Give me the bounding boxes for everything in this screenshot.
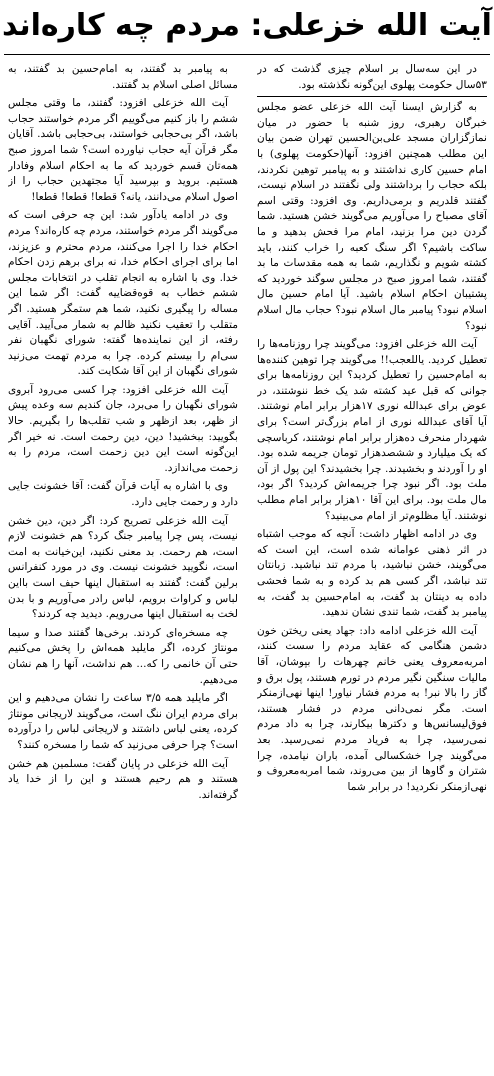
paragraph: آیت الله خزعلی افزود: می‌گویند چرا روزنامه‌ها را تعطیل کردید. یاللعجب!! می‌گویند چرا توهین کننده‌ها به امام‌حسین را تعطیل کردید؟ این روزنامه‌ها برای جوانی که قبل عید کشته شد یک خط ننوشتند، در عوض برای عبدالله نوری ۱۷هزار برابر امام نوشتند. آیا آقای عبدالله نوری از امام بزرگ‌تر است؟ برای شهردار منحرف ده‌هزار برابر امام نوشتند، کرباسچی که یک میلیارد و ششصدهزار تومان جریمه شده بود. او را آوردند و بخشیدند. چرا بخشیدند؟ این پول از آن ملت بود. اگر نبود چرا جریمه‌اش کردید؟ اگر بود، مال ملت بود. برای این آقا ۱۰هزار برابر امام مطلب نوشتند. آیا مظلوم‌تر از امام می‌بینید؟ xyxy=(257,338,487,522)
right-column xyxy=(257,62,487,1072)
paragraph: چه مسخره‌ای کردند. برخی‌ها گفتند صدا و سیما مونتاژ کرده، اگر مایلید همه‌اش را پخش می‌کنیم حتی آن خانمی را که... هم نداشت، آنها را هم نشان می‌دهیم. xyxy=(8,626,238,686)
paragraph: به پیامبر بد گفتند، به امام‌حسین بد گفتند، به مسائل اصلی اسلام بد گفتند. xyxy=(8,63,238,91)
paragraph: اگر مایلید همه ۳/۵ ساعت را نشان می‌دهیم و این برای مردم ایران ننگ است، می‌گویند لاریجانی مونتاژ کرده، یعنی لباس داشتند و لاریجانی لباس را درآورده است؟ چرا حرفی می‌زنید که شما را مسخره کنند؟ xyxy=(8,692,238,751)
headline: آیت الله خزعلی: مردم چه کاره‌اند xyxy=(2,8,492,43)
paragraph: آیت الله خزعلی تصریح کرد: اگر دین، دین خشن نیست، پس چرا پیامبر جنگ کرد؟ هم خشونت لازم است، هم رحمت. بد معنی نکنید، این‌خیانت به امت است، نگویید خشونت نیست. وی در مورد کنفرانس برلین گفت: گفتند به استقبال اینها حیف است بااین لباس و کراوات برویم، لباس رادر می‌آوریم و با بدن لخت به استقبال اینها می‌رویم. دیدید چه کردند؟ xyxy=(8,514,238,621)
paragraph: آیت الله خزعلی ادامه داد: جهاد یعنی ریختن خون دشمن هنگامی که عقاید مردم را سست کنند، امربه‌معروف یعنی خانم چهرهات را بپوشان، آقا مالیات سنگین نگیر مردم در تورم هستند، پول برق و گاز را بالا نبر! به مردم فشار نیاور! اینها نهی‌ازمنکر است. مگر نمی‌دانی مردم در فشار هستند، فوق‌لیسانس‌ها و دکترها بیکارند، چرا به داد مردم نمی‌رسید، چرا به فریاد مردم نمی‌رسید. بعد می‌گویند چرا خشکسالی آمده، باران نیامده، چرا شتران و گاوها از بین می‌روند، شما امربه‌معروف و نهی‌ازمنکر نکردید! در برابر شما xyxy=(257,624,487,793)
paragraph: به گزارش ایسنا آیت الله خزعلی عضو مجلس خبرگان رهبری، روز شنبه با حضور در میان نمازگزاران مسجد علی‌بن‌الحسین تهران ضمن بیان این مطلب همچنین افزود: آنها(حکومت پهلوی) با امام حسین کاری نداشتند و به پیامبر توهین نکردند، بلکه حجاب را برداشتند ولی نگفتند در اسلام نیست، گفتند قلدریم و برمی‌داریم. وی افزود: وقتی اسم آقای مصباح را می‌آوریم می‌گویند خشن هستید. شما گردن دین مرا بزنید، امام مرا فحش بدهید و ما ساکت باشیم؟ اگر سنگ کعبه را خراب کنند، باید کشته شویم و نگذاریم، شما به همه مقدسات ما بد گفتند، شما امروز صبح در مجلس سوگند خوردید که پشتیبان احکام اسلام باشید. آیا امام حسین مال اسلام نبود؟ پیامبر مال اسلام نبود؟ حجاب مال اسلام نبود؟ xyxy=(257,101,487,332)
headline-divider xyxy=(4,54,490,55)
paragraph: آیت الله خزعلی در پایان گفت: مسلمین هم خشن هستند و هم رحیم هستند و این را از خدا یاد گرفته‌اند. xyxy=(8,757,238,801)
paragraph: آیت الله خزعلی افزود: گفتند، ما وقتی مجلس ششم را باز کنیم می‌گوییم اگر مردم خواستند حجاب باشد، اگر بی‌حجابی خواستند، بی‌حجابی باشد. آقایان مگر قرآن آیه حجاب نیاورده است؟ شما امروز صبح همه‌تان قسم خوردید که ما به احکام اسلام وفادار هستیم. بروید و بپرسید آیا مجتهدین حجاب را از اصول اسلام می‌دانند، یانه؟ قطعا! قطعا! قطعا! xyxy=(8,97,238,203)
paragraph: آیت الله خزعلی افزود: چرا کسی می‌رود آبروی شورای نگهبان را می‌برد، جان کندیم سه وعده پیش از ظهر، بعد ازظهر و شب تقلب‌ها را بگیریم. حالا بگویید: ببخشید! دین، دین رحمت است. نه خیر اگر این‌گونه است این دین زحمت است، مردم را به زحمت می‌اندازد. xyxy=(8,383,238,474)
paragraph-divider xyxy=(257,96,487,97)
paragraph: در این سه‌سال بر اسلام چیزی گذشت که در ۵۳سال حکومت پهلوی این‌گونه نگذشته بود. xyxy=(257,63,487,91)
paragraph: وی در ادامه یادآور شد: این چه حرفی است که می‌گویند اگر مردم خواستند، مردم چه کاره‌اند؟ مردم احکام خدا را اجرا می‌کنند، مردم محترم و عزیزند، اما برای اجرای احکام خدا، نه برای برهم زدن احکام خدا. وی با اشاره به انجام تقلب در انتخابات مجلس ششم خطاب به قوه‌قضاییه گفت: اگر شما این مساله را پیگیری نکنید، شما هم ستمگر هستید. اگر متقلب را تعقیب نکنید ظالم به شمار می‌آیید. آقایی رفته، از این نماینده‌ها گفته: شورای نگهبان نفر سی‌ام را بیستم کرده. چرا به مردم تهمت می‌زنید شورای نگهبان از این آقا شکایت کند. xyxy=(8,209,238,378)
paragraph: وی با اشاره به آیات قرآن گفت: آقا خشونت جایی دارد و رحمت جایی دارد. xyxy=(8,480,238,509)
left-column xyxy=(8,62,238,1072)
paragraph: وی در ادامه اظهار داشت: آنچه که موجب اشتباه در اثر ذهنی عوامانه شده است، این است که می‌گویند، خشن نباشید، با مردم تند نباشید. زبانتان تند نباشد، اگر کسی هم بد کرده و به شما فحشی داده به دینتان بد گفت، به امام‌حسین بد گفت، به پیامبر بد گفت، شما تندی نشان ندهید. xyxy=(257,528,487,619)
